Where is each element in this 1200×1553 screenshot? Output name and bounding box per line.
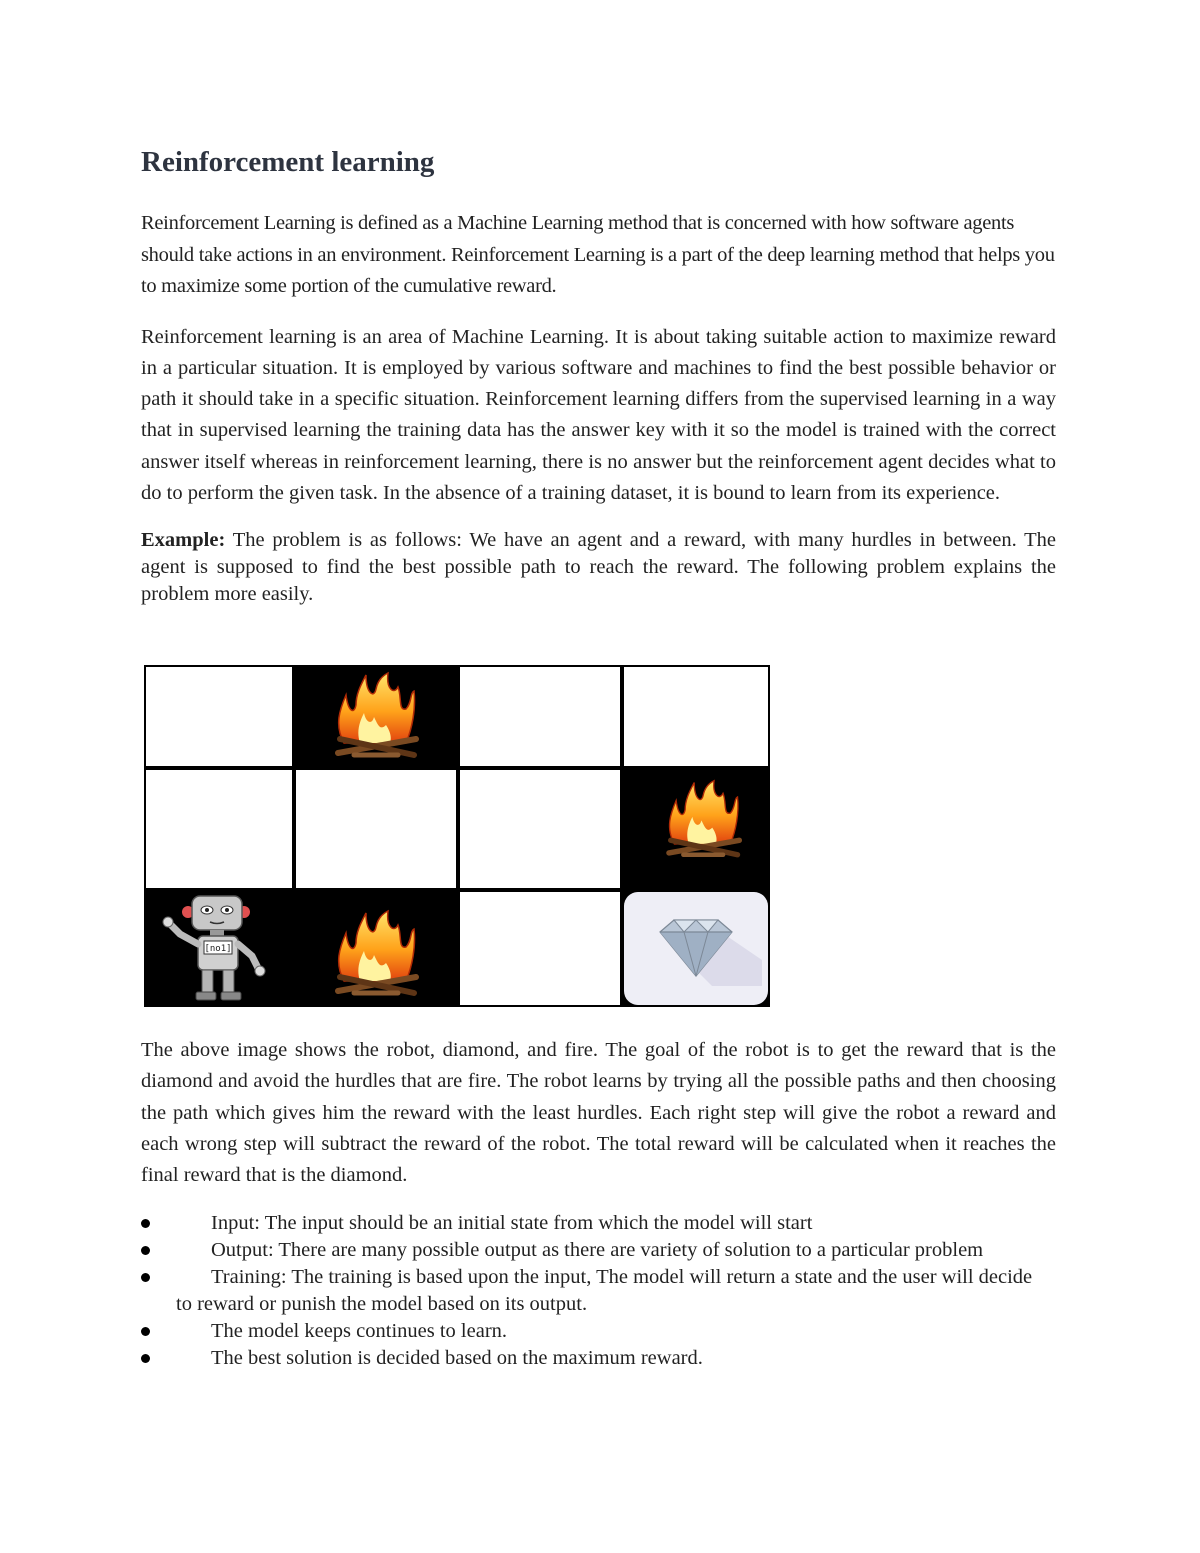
grid-cell-empty [144,665,294,768]
page-title: Reinforcement learning [141,146,435,178]
example-text: The problem is as follows: We have an agent and a reward, with many hurdles in between. The agent is supposed to find the best possible path to reach the reward. The following problem explains the problem more easily. [141,529,1056,606]
intro-paragraph: Reinforcement Learning is defined as a Machine Learning method that is concerned with how software agents should take actions in an environment. Reinforcement Learning is a part of the deep learning method that helps you to maximize some portion of the cumulative reward. [141,212,1055,297]
grid-cell-diamond [622,890,770,1007]
fire-icon [294,665,458,768]
list-item: The model keeps continues to learn. [141,1318,1041,1345]
grid-cell-fire [294,890,458,1007]
bullet-icon [141,1246,150,1255]
document-body [141,140,1056,608]
example-label: Example: [141,529,226,552]
fire-icon [294,890,458,1007]
example-paragraph [141,527,1056,608]
bullet-icon [141,1273,150,1282]
list-item: Input: The input should be an initial state from which the model will start [141,1210,1041,1237]
bullet-icon [141,1354,150,1363]
explanation-paragraph: The above image shows the robot, diamond, and fire. The goal of the robot is to get the reward that is the diamond and avoid the hurdles that are fire. The robot learns by trying all the possible paths and then choosing the path which gives him the reward with the least hurdles. Each right step will give the robot a reward and each wrong step will subtract the reward of the robot. The total reward will be calculated when it reaches the final reward that is the diamond. [141,1039,1056,1187]
diamond-icon [622,890,770,1007]
bullet-icon [141,1327,150,1336]
grid-cell-empty [458,768,622,890]
bullet-icon [141,1219,150,1228]
grid-cell-empty [458,665,622,768]
list-item: The best solution is decided based on the maximum reward. [141,1345,1041,1372]
bullet-list [141,1210,1041,1372]
robot-icon [144,890,294,1007]
grid-cell-robot [144,890,294,1007]
grid-cell-empty [622,665,770,768]
fire-icon [622,768,770,890]
detail-paragraph: Reinforcement learning is an area of Machine Learning. It is about taking suitable action to maximize reward in a particular situation. It is employed by various software and machines to find the best possible behavior or path it should take in a specific situation. Reinforcement learning differs from the supervised learning in a way that in supervised learning the training data has the answer key with it so the model is trained with the correct answer itself whereas in reinforcement learning, there is no answer but the reinforcement agent decides what to do to perform the given task. In the absence of a training dataset, it is bound to learn from its experience. [141,325,1056,504]
grid-cell-empty [144,768,294,890]
grid-cell-fire [622,768,770,890]
grid-cell-empty [458,890,622,1007]
grid-cell-fire [294,665,458,768]
list-item: Output: There are many possible output as there are variety of solution to a particular problem [141,1237,1041,1264]
robot-label: [no1] [204,944,232,954]
list-item: Training: The training is based upon the input, The model will return a state and the user will decide to reward or punish the model based on its output. [141,1264,1041,1318]
grid-cell-empty [294,768,458,890]
grid-world-figure [144,665,770,1007]
